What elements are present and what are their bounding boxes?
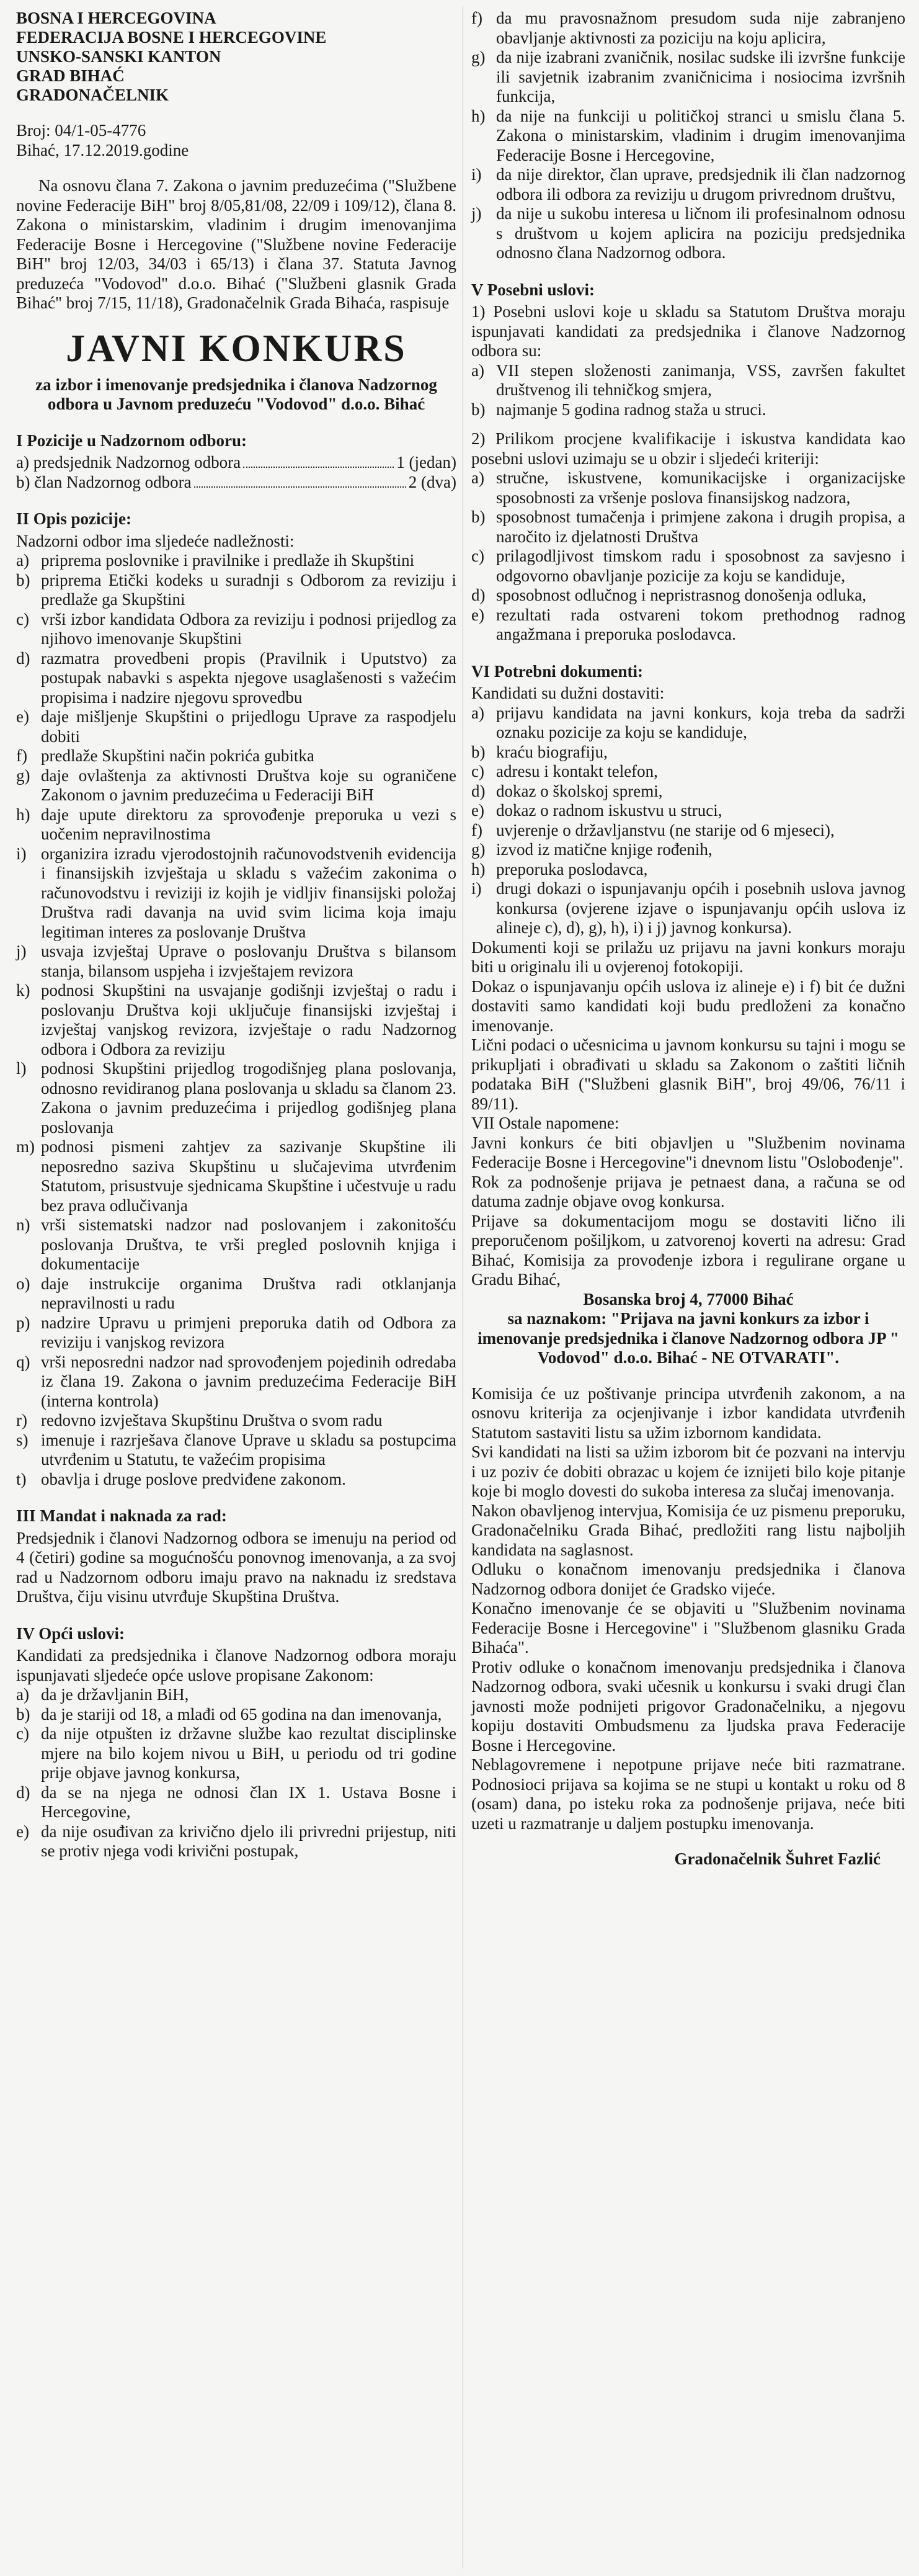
list-item-text: prijavu kandidata na javni konkurs, koja treba da sadrži oznaku pozicije za koju se kandiduje,	[496, 703, 905, 741]
procedure-paragraph: Neblagovremene i nepotpune prijave neće biti razmatrane. Podnosioci prijava sa kojima se ne stupi u kontakt u roku od 8 (osam) dana, po isteku roka za podnošenje prijava, neće biti uzeti u razmatranje u daljem postupku imenovanja.	[471, 1755, 905, 1833]
right-column	[471, 9, 905, 1869]
list-item-marker: s)	[16, 1430, 29, 1449]
list-item-marker: f)	[471, 820, 482, 839]
section-heading: III Mandat i naknada za rad:	[16, 1506, 227, 1525]
header-line: GRADONAČELNIK	[16, 86, 169, 104]
list-item	[16, 551, 456, 571]
signature-block	[471, 1849, 905, 1869]
list-item-marker: e)	[471, 605, 484, 624]
list-item	[16, 649, 456, 708]
list-item-text: vrši izbor kandidata Odbora za reviziju i podnosi prijedlog za njihovo imenovanje Skupštini	[41, 609, 456, 648]
procedure-paragraph: Protiv odluke o konačnom imenovanju predsjednika i članova Nadzornog odbora, svaki učesnik u konkursu i svaki drugi član javnosti može podnijeti prigovor Gradonačelniku, a njegovu kopiju dostaviti Ombudsmenu za ljudska prava Federacije Bosne i Hercegovine.	[471, 1657, 905, 1755]
other-note: Javni konkurs će biti objavljen u "Službenim novinama Federacije Bosne i Hercegovine"i dnevnom listu "Oslobođenje".	[471, 1133, 905, 1171]
list-item-marker: c)	[471, 547, 484, 565]
list-item-text: podnosi pismeni zahtjev za sazivanje Skupštine ili neposredno saziva Skupštinu u slučajevima utvrđenim Statutom, prisustvuje sjednicama Skupštine i učestvuje u radu bez prava odlučivanja	[41, 1137, 456, 1215]
section-heading: II Opis pozicije:	[16, 509, 131, 528]
list-item-marker: b)	[16, 1704, 30, 1724]
signature-name: Šuhret Fazlić	[785, 1849, 881, 1868]
list-item-text: sposobnost odlučnog i nepristrasnog donošenja odluka,	[496, 586, 866, 604]
list-item	[16, 1137, 456, 1215]
list-item-marker: g)	[16, 766, 30, 785]
list-item	[16, 610, 456, 649]
list-item	[471, 204, 905, 263]
list-item	[471, 468, 905, 508]
list-item-marker: e)	[471, 801, 484, 820]
list-item	[16, 1705, 456, 1725]
list-item	[16, 1313, 456, 1353]
section-heading: VII Ostale napomene:	[471, 1114, 619, 1132]
other-note: Prijave sa dokumentacijom mogu se dostaviti lično ili preporučenom pošiljkom, u zatvorenoj koverti na adresu: Grad Bihać, Komisija za provođenje izbora i regulirane organe u Gradu Bihać,	[471, 1211, 905, 1289]
list-item	[16, 571, 456, 610]
list-item	[471, 165, 905, 204]
list-item-text: predlaže Skupštini način pokrića gubitka	[41, 746, 314, 765]
list-item-text: daje instrukcije organima Društva radi otklanjanja nepravilnosti u radu	[41, 1274, 456, 1312]
list-item	[471, 48, 905, 107]
section-heading: I Pozicije u Nadzornom odboru:	[16, 431, 247, 450]
list-item	[16, 1431, 456, 1470]
list-item-text: priprema Etički kodeks u suradnji s Odborom za reviziju i predlaže ga Skupštini	[41, 570, 456, 609]
list-item-marker: c)	[471, 762, 484, 780]
list-item-marker: j)	[16, 942, 27, 960]
list-item-marker: d)	[16, 1782, 30, 1802]
procedure-paragraph: Odluku o konačnom imenovanju predsjednika i članova Nadzornog odbora donijet će Gradsko vijeće.	[471, 1560, 905, 1598]
document-title: JAVNI KONKURS	[66, 327, 407, 370]
section-heading: VI Potrebni dokumenti:	[471, 661, 644, 681]
list-item-text: priprema poslovnike i pravilnike i predlaže ih Skupštini	[41, 551, 415, 570]
list-item-marker: d)	[471, 781, 486, 800]
list-item-marker: b)	[471, 508, 486, 526]
list-item-text: dokaz o radnom iskustvu u struci,	[496, 801, 722, 820]
list-item-text: daje mišljenje Skupštini o prijedlogu Uprave za raspodjelu dobiti	[41, 707, 456, 746]
documents-note: Dokaz o ispunjavanju općih uslova iz alineje e) i f) bit će dužni dostaviti samo kandidati koji budu predloženi za konačno imenovanje.	[471, 977, 905, 1035]
section-heading: V Posebni uslovi:	[471, 280, 595, 299]
competence-list	[16, 551, 456, 1489]
list-item-marker: l)	[16, 1059, 27, 1078]
general-conditions-list	[16, 1685, 456, 1861]
list-item	[471, 821, 905, 841]
list-item	[471, 606, 905, 645]
list-item-marker: r)	[16, 1411, 27, 1429]
list-item-marker: i)	[471, 165, 482, 184]
header-line: FEDERACIJA BOSNE I HERCEGOVINE	[16, 28, 327, 47]
list-item	[471, 547, 905, 586]
position-row: a) predsjednik Nadzornog odbora 1 (jedan)	[16, 453, 456, 472]
list-item	[16, 746, 456, 766]
list-item	[16, 805, 456, 844]
list-item	[471, 801, 905, 821]
list-item	[471, 361, 905, 400]
list-item-marker: h)	[471, 106, 486, 125]
list-item-text: preporuka poslodavca,	[496, 859, 648, 879]
document-header	[16, 9, 456, 105]
list-item	[16, 981, 456, 1059]
list-item	[471, 762, 905, 782]
procedure-paragraph: Nakon obavljenog intervjua, Komisija će uz pismenu preporuku, Gradonačelniku Grada Bihać, predložiti rang listu najboljih kandidata na saglasnost.	[471, 1501, 905, 1559]
procedure-paragraphs	[471, 1384, 905, 1834]
list-item	[16, 1059, 456, 1137]
position-row: b) član Nadzornog odbora 2 (dva)	[16, 472, 456, 491]
list-item-text: da nije otpušten iz državne službe kao rezultat disciplinske mjere na bilo kojem nivou u BiH, u periodu od tri godine prije objave javnog konkursa,	[41, 1724, 456, 1782]
list-item-marker: g)	[471, 48, 486, 66]
list-item-text: imenuje i razrješava članove Uprave u skladu sa postupcima utvrđenim u Statutu, te važećim propisima	[41, 1430, 456, 1469]
list-item-marker: n)	[16, 1215, 30, 1234]
list-item-text: vrši neposredni nadzor nad sprovođenjem pojedinih odredaba iz člana 19. Zakona o javnim preduzećima Federacije BiH (interna kontrola)	[41, 1352, 456, 1410]
list-item-text: da je stariji od 18, a mlađi od 65 godina na dan imenovanja,	[41, 1704, 442, 1724]
list-item-marker: a)	[471, 360, 484, 380]
list-item-text: najmanje 5 godina radnog staža u struci.	[496, 400, 766, 419]
list-item-text: daje ovlaštenja za aktivnosti Društva koje su ograničene Zakonom o javnim preduzećima u Federaciji BiH	[41, 766, 456, 804]
list-item	[471, 840, 905, 860]
list-item-text: uvjerenje o državljanstvu (ne starije od 6 mjeseci),	[496, 820, 835, 839]
list-item-text: adresu i kontakt telefon,	[496, 762, 658, 780]
list-item-text: da nije osuđivan za krivično djelo ili privredni prijestup, niti se protiv njega vodi krivični postupak,	[41, 1822, 456, 1860]
list-item-marker: b)	[471, 742, 486, 761]
procedure-paragraph: Svi kandidati na listi sa užim izborom bit će pozvani na intervju i uz poziv će dobiti obrazac u kojem će iznijeti bilo koje pitanje koje bi moglo dovesti do sukoba interesa za slučaj imenovanja.	[471, 1442, 905, 1500]
list-item-marker: a)	[471, 468, 484, 487]
list-item-text: stručne, iskustvene, komunikacijske i organizacijske sposobnosti za vršenje poslova finansijskog nadzora,	[496, 468, 905, 507]
list-item-marker: k)	[16, 981, 30, 1000]
envelope-note: sa naznakom: "Prijava na javni konkurs za izbor i imenovanje predsjednika i članove Nadzornog odbora JP " Vodovod" d.o.o. Bihać - NE OTVARATI".	[477, 1309, 899, 1367]
section-heading: IV Opći uslovi:	[16, 1624, 125, 1643]
list-item-marker: a)	[16, 1685, 29, 1704]
reference-number: Broj: 04/1-05-4776	[16, 121, 146, 140]
list-item-text: da nije u sukobu interesa u ličnom ili profesinalnom odnosu s društvom u kojem aplicira na poziciju predsjednika odnosno člana Nadzornog odbora.	[496, 204, 905, 262]
list-item-marker: q)	[16, 1352, 30, 1371]
list-item	[16, 1215, 456, 1274]
list-item	[471, 400, 905, 420]
list-item	[471, 9, 905, 48]
section-lead: Kandidati su dužni dostaviti:	[471, 684, 665, 702]
list-item-text: nadzire Upravu u primjeni preporuka datih od Odbora za reviziju i vanjskog revizora	[41, 1313, 456, 1351]
list-item-text: razmatra provedbeni propis (Pravilnik i Uputstvo) za postupak nabavki s aspekta njegove usaglašenosti s važećim propisima i nadzire njegovu sprovedbu	[41, 648, 456, 707]
list-item	[471, 782, 905, 802]
mandate-text: Predsjednik i članovi Nadzornog odbora se imenuju na period od 4 (četiri) godine sa mogućnošću ponovnog imenovanja, a za svoj rad u Nadzornom odboru imaju pravo na naknadu iz sredstava Društva, čiju visinu utvrđuje Skupština Društva.	[16, 1528, 456, 1606]
left-column	[16, 9, 456, 1861]
list-item	[16, 707, 456, 746]
intro-paragraph: Na osnovu člana 7. Zakona o javnim preduzećima ("Službene novine Federacije BiH" broj 8/05,81/08, 22/09 i 109/12), člana 8. Zakona o ministarskim, vladinim i drugim imenovanjima Federacije Bosne i Hercegovine ("Službene novine Federacije BiH" broj 12/03, 34/03 i 65/13) i člana 37. Statuta Javnog preduzeća "Vodovod" d.o.o. Bihać ("Službeni glasnik Grada Bihać" broj 7/15, 11/18), Gradonačelnik Grada Bihaća, raspisuje	[16, 176, 456, 312]
general-conditions-list-cont	[471, 9, 905, 263]
list-item	[471, 107, 905, 166]
document-subtitle: za izbor i imenovanje predsjednika i članova Nadzornog odbora u Javnom preduzeću "Vodovod" d.o.o. Bihać	[35, 375, 437, 413]
list-item-marker: f)	[471, 9, 482, 27]
list-item	[471, 860, 905, 880]
documents-note: Dokumenti koji se prilažu uz prijavu na javni konkurs moraju biti u originalu ili u ovjerenoj fotokopiji.	[471, 937, 905, 976]
header-line: GRAD BIHAĆ	[16, 66, 125, 85]
list-item-text: usvaja izvještaj Uprave o poslovanju Društva s bilansom stanja, bilansom uspjeha i izvještajem revizora	[41, 942, 456, 980]
list-item-marker: e)	[16, 1822, 29, 1841]
list-item-marker: o)	[16, 1274, 30, 1293]
list-item	[16, 1685, 456, 1705]
list-item-text: da je državljanin BiH,	[41, 1685, 189, 1704]
list-item-marker: h)	[16, 805, 30, 824]
list-item-marker: g)	[471, 840, 486, 859]
list-item-text: da se na njega ne odnosi član IX 1. Ustava Bosne i Hercegovine,	[41, 1782, 456, 1821]
list-item-text: redovno izvještava Skupštinu Društva o svom radu	[41, 1411, 383, 1429]
list-item-marker: t)	[16, 1469, 27, 1488]
list-item-marker: d)	[471, 586, 486, 604]
list-item	[16, 1822, 456, 1861]
list-item-text: drugi dokazi o ispunjavanju općih i posebnih uslova javnog konkursa (ovjerene izjave o ispunjavanju općih uslova iz alineje c), d), g), h), i) i j) javnog konkursa).	[496, 879, 905, 937]
list-item-text: dokaz o školskoj spremi,	[496, 781, 663, 800]
section-lead: Kandidati za predsjednika i članove Nadzornog odbora moraju ispunjavati sljedeće opće uslove propisane Zakonom:	[16, 1646, 456, 1684]
list-item	[16, 1274, 456, 1313]
list-item	[471, 586, 905, 606]
list-item-marker: c)	[16, 609, 29, 628]
list-item	[16, 844, 456, 942]
list-item-text: daje upute direktoru za sprovođenje preporuka u vezi s uočenim nepravilnostima	[41, 805, 456, 843]
list-item-text: kraću biografiju,	[496, 742, 608, 761]
list-item	[471, 879, 905, 938]
other-note: Rok za podnošenje prijava je petnaest dana, a računa se od datuma zadnje objave ovog konkursa.	[471, 1172, 905, 1210]
list-item-text: da mu pravosnažnom presudom suda nije zabranjeno obavljanje aktivnosti za poziciju na koju aplicira,	[496, 9, 905, 47]
list-item-marker: b)	[471, 400, 486, 419]
list-item	[16, 1353, 456, 1411]
list-item	[16, 766, 456, 805]
criteria-list	[471, 468, 905, 645]
list-item-marker: i)	[16, 844, 27, 863]
documents-note: Lični podaci o učesnicima u javnom konkursu su tajni i mogu se prikupljati i obrađivati u skladu sa Zakonom o zaštiti ličnih podataka BiH ("Službeni glasnik BiH", broj 49/06, 76/11 i 89/11).	[471, 1035, 905, 1113]
list-item-text: podnosi Skupštini prijedlog trogodišnjeg plana poslovanja, odnosno revidiranog plana poslovanja u skladu sa članom 23. Zakona o javnim preduzećima i prijedlog godišnjeg plana poslovanja	[41, 1059, 456, 1137]
list-item-marker: j)	[471, 204, 482, 223]
list-item-marker: p)	[16, 1313, 30, 1332]
list-item-text: obavlja i druge poslove predviđene zakonom.	[41, 1469, 346, 1488]
section-lead: 2) Prilikom procjene kvalifikacije i iskustva kandidata kao posebni uslovi uzimaju se u obzir i sljedeći kriteriji:	[471, 429, 905, 468]
list-item-marker: e)	[16, 707, 29, 726]
list-item-marker: d)	[16, 648, 30, 668]
list-item-marker: a)	[471, 703, 484, 722]
document-date: Bihać, 17.12.2019.godine	[16, 140, 189, 159]
list-item	[471, 743, 905, 763]
list-item-text: da nije na funkciji u političkoj stranci u smislu člana 5. Zakona o ministarskim, vladinim i drugim imenovanjima Federacije Bosne i Hercegovine,	[496, 106, 905, 164]
list-item-marker: m)	[16, 1137, 35, 1156]
procedure-paragraph: Konačno imenovanje će se objaviti u "Službenim novinama Federacije Bosne i Hercegovine" i "Službenom glasniku Grada Bihaća".	[471, 1599, 905, 1657]
list-item-text: da nije direktor, član uprave, predsjednik ili član nadzornog odbora ili odbora za reviziju u drugom privrednom društvu,	[496, 165, 905, 203]
list-item-marker: h)	[471, 859, 486, 879]
documents-list	[471, 704, 905, 938]
address: Bosanska broj 4, 77000 Bihać	[583, 1289, 794, 1308]
list-item	[471, 704, 905, 743]
list-item-text: organizira izradu vjerodostojnih računovodstvenih evidencija i finansijskih izvještaja u skladu s važećim zakonima o računovodstvu i reviziji iz kojih je vidljiv finansijski položaj Društva radi davanja na uvid svim licima koja imaju legitiman interes za poslovanje Društva	[41, 844, 456, 941]
list-item-text: izvod iz matične knjige rođenih,	[496, 840, 713, 859]
signature-role: Gradonačelnik	[674, 1849, 782, 1868]
list-item-text: VII stepen složenosti zanimanja, VSS, završen fakultet društvenog ili tehničkog smjera,	[496, 360, 905, 399]
list-item-marker: b)	[16, 570, 30, 589]
list-item-marker: c)	[16, 1724, 29, 1743]
list-item-text: podnosi Skupštini na usvajanje godišnji izvještaj o radu i poslovanju Društva koji uključuje finansijski izvještaj i izvještaj vanjskog revizora, izvještaje o radu Nadzornog odbora i Odbora za reviziju	[41, 981, 456, 1058]
header-line: UNSKO-SANSKI KANTON	[16, 47, 221, 66]
list-item-marker: i)	[471, 879, 482, 898]
list-item-text: sposobnost tumačenja i primjene zakona i drugih propisa, a naročito iz djelatnosti Društva	[496, 508, 905, 546]
list-item	[16, 1411, 456, 1431]
list-item-text: vrši sistematski nadzor nad poslovanjem i zakonitošću poslovanja Društva, te vrši pregled poslovnih knjiga i dokumentacije	[41, 1215, 456, 1273]
list-item	[16, 1783, 456, 1822]
list-item-marker: a)	[16, 551, 29, 570]
header-line: BOSNA I HERCEGOVINA	[16, 9, 216, 27]
list-item-text: prilagodljivost timskom radu i sposobnost za savjesno i odgovorno obavljanje pozicije za koju se kandiduje,	[496, 547, 905, 585]
procedure-paragraph: Komisija će uz poštivanje principa utvrđenih zakonom, a na osnovu kriterija za ocjenjivanje i izbor kandidata utvrđenih Statutom sastaviti listu sa užim izbornom kandidata.	[471, 1384, 905, 1442]
list-item	[16, 1724, 456, 1783]
list-item	[471, 508, 905, 547]
list-item-marker: f)	[16, 746, 27, 765]
list-item	[16, 942, 456, 981]
list-item-text: rezultati rada ostvareni tokom prethodnog radnog angažmana i preporuka poslodavca.	[496, 605, 905, 643]
section-lead: Nadzorni odbor ima sljedeće nadležnosti:	[16, 531, 295, 550]
list-item-text: da nije izabrani zvaničnik, nosilac sudske ili izvršne funkcije ili savjetnik izabranim zvaničnicima i nosiocima izvršnih funkcija,	[496, 48, 905, 105]
list-item	[16, 1470, 456, 1490]
section-lead: 1) Posebni uslovi koje u skladu sa Statutom Društva moraju ispunjavati kandidati za predsjednika i članove Nadzornog odbora su:	[471, 302, 905, 360]
special-conditions-list	[471, 361, 905, 420]
